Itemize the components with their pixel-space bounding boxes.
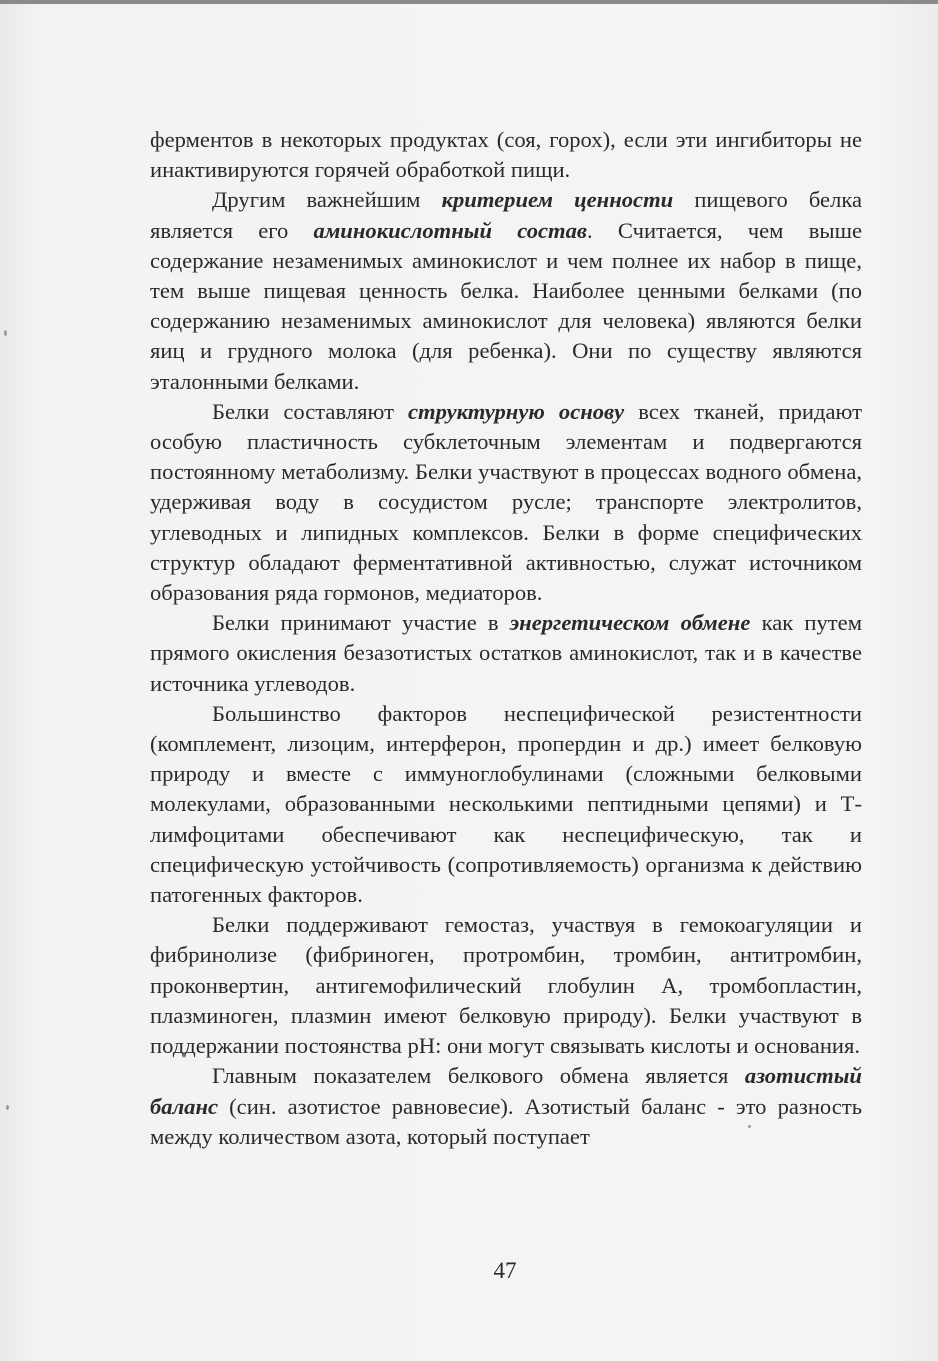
scan-top-edge [0,0,938,4]
text-run: Большинство факторов неспецифической резистентности (комплемент, лизоцим, интерферон, пропердин и др.) имеет белковую природу и вместе с иммуноглобулинами (сложными белковыми молекулами, образованными несколькими пептидными цепями) и Т-лимфоцитами обеспечивают как неспецифическую, так и специфическую устойчивость (сопротивляемость) организма к действию патогенных факторов. [150,700,862,908]
paragraph [150,125,862,185]
scan-speck [4,330,7,336]
emphasized-term: структурную основу [407,398,625,424]
paragraph [150,185,862,396]
text-run: Белки поддерживают гемостаз, участвуя в гемокоагуляции и фибринолизе (фибриноген, протромбин, тромбин, антитромбин, проконвертин, антигемофилический глобулин А, тромбопластин, плазминоген, плазмин имеют белковую природу). Белки участвуют в поддержании постоянства pH: они могут связывать кислоты и основания. [150,912,862,1059]
text-run: Главным показателем белкового обмена является [212,1063,745,1089]
emphasized-term: азотистый баланс [150,1063,862,1119]
text-run: всех тканей, придают особую пластичность субклеточным элементам и подвергаются постоянному метаболизму. Белки участвуют в процессах водного обмена, удерживая воду в сосудистом русле; транспорте электролитов, углеводных и липидных комплексов. Белки в форме специфических структур обладают ферментативной активностью, служат источником образования ряда гормонов, медиаторов. [150,398,862,606]
text-run: Белки принимают участие в [212,610,510,636]
paragraph [150,608,862,699]
emphasized-term: критерием ценности [441,187,674,213]
text-run: Белки составляют [212,398,408,424]
paragraph [150,699,862,910]
emphasized-term: аминокислотный состав [313,217,588,243]
body-text [150,125,862,1152]
page-number: 47 [493,1258,517,1283]
paragraph [150,910,862,1061]
text-run: как путем прямого окисления безазотистых остатков аминокислот, так и в качестве источника углеводов. [150,610,862,696]
text-run: ферментов в некоторых продуктах (соя, горох), если эти ингибиторы не инактивируются горячей обработкой пищи. [150,127,862,183]
text-run: Другим важнейшим [212,187,442,213]
paragraph [150,1061,862,1152]
text-run: (син. азотистое равновесие). Азотистый баланс - это разность между количеством азота, который поступает [150,1093,862,1149]
paragraph [150,397,862,608]
scan-speck [6,1105,9,1110]
emphasized-term: энергетическом обмене [509,610,751,636]
text-run: . Считается, чем выше содержание незаменимых аминокислот и чем полнее их набор в пище, тем выше пищевая ценность белка. Наиболее ценными белками (по содержанию незаменимых аминокислот для человека) являются белки яиц и грудного молока (для ребенка). Они по существу являются эталонными белками. [150,217,862,394]
text-run: пищевого белка является его [150,187,863,243]
scan-speck [748,1125,751,1128]
